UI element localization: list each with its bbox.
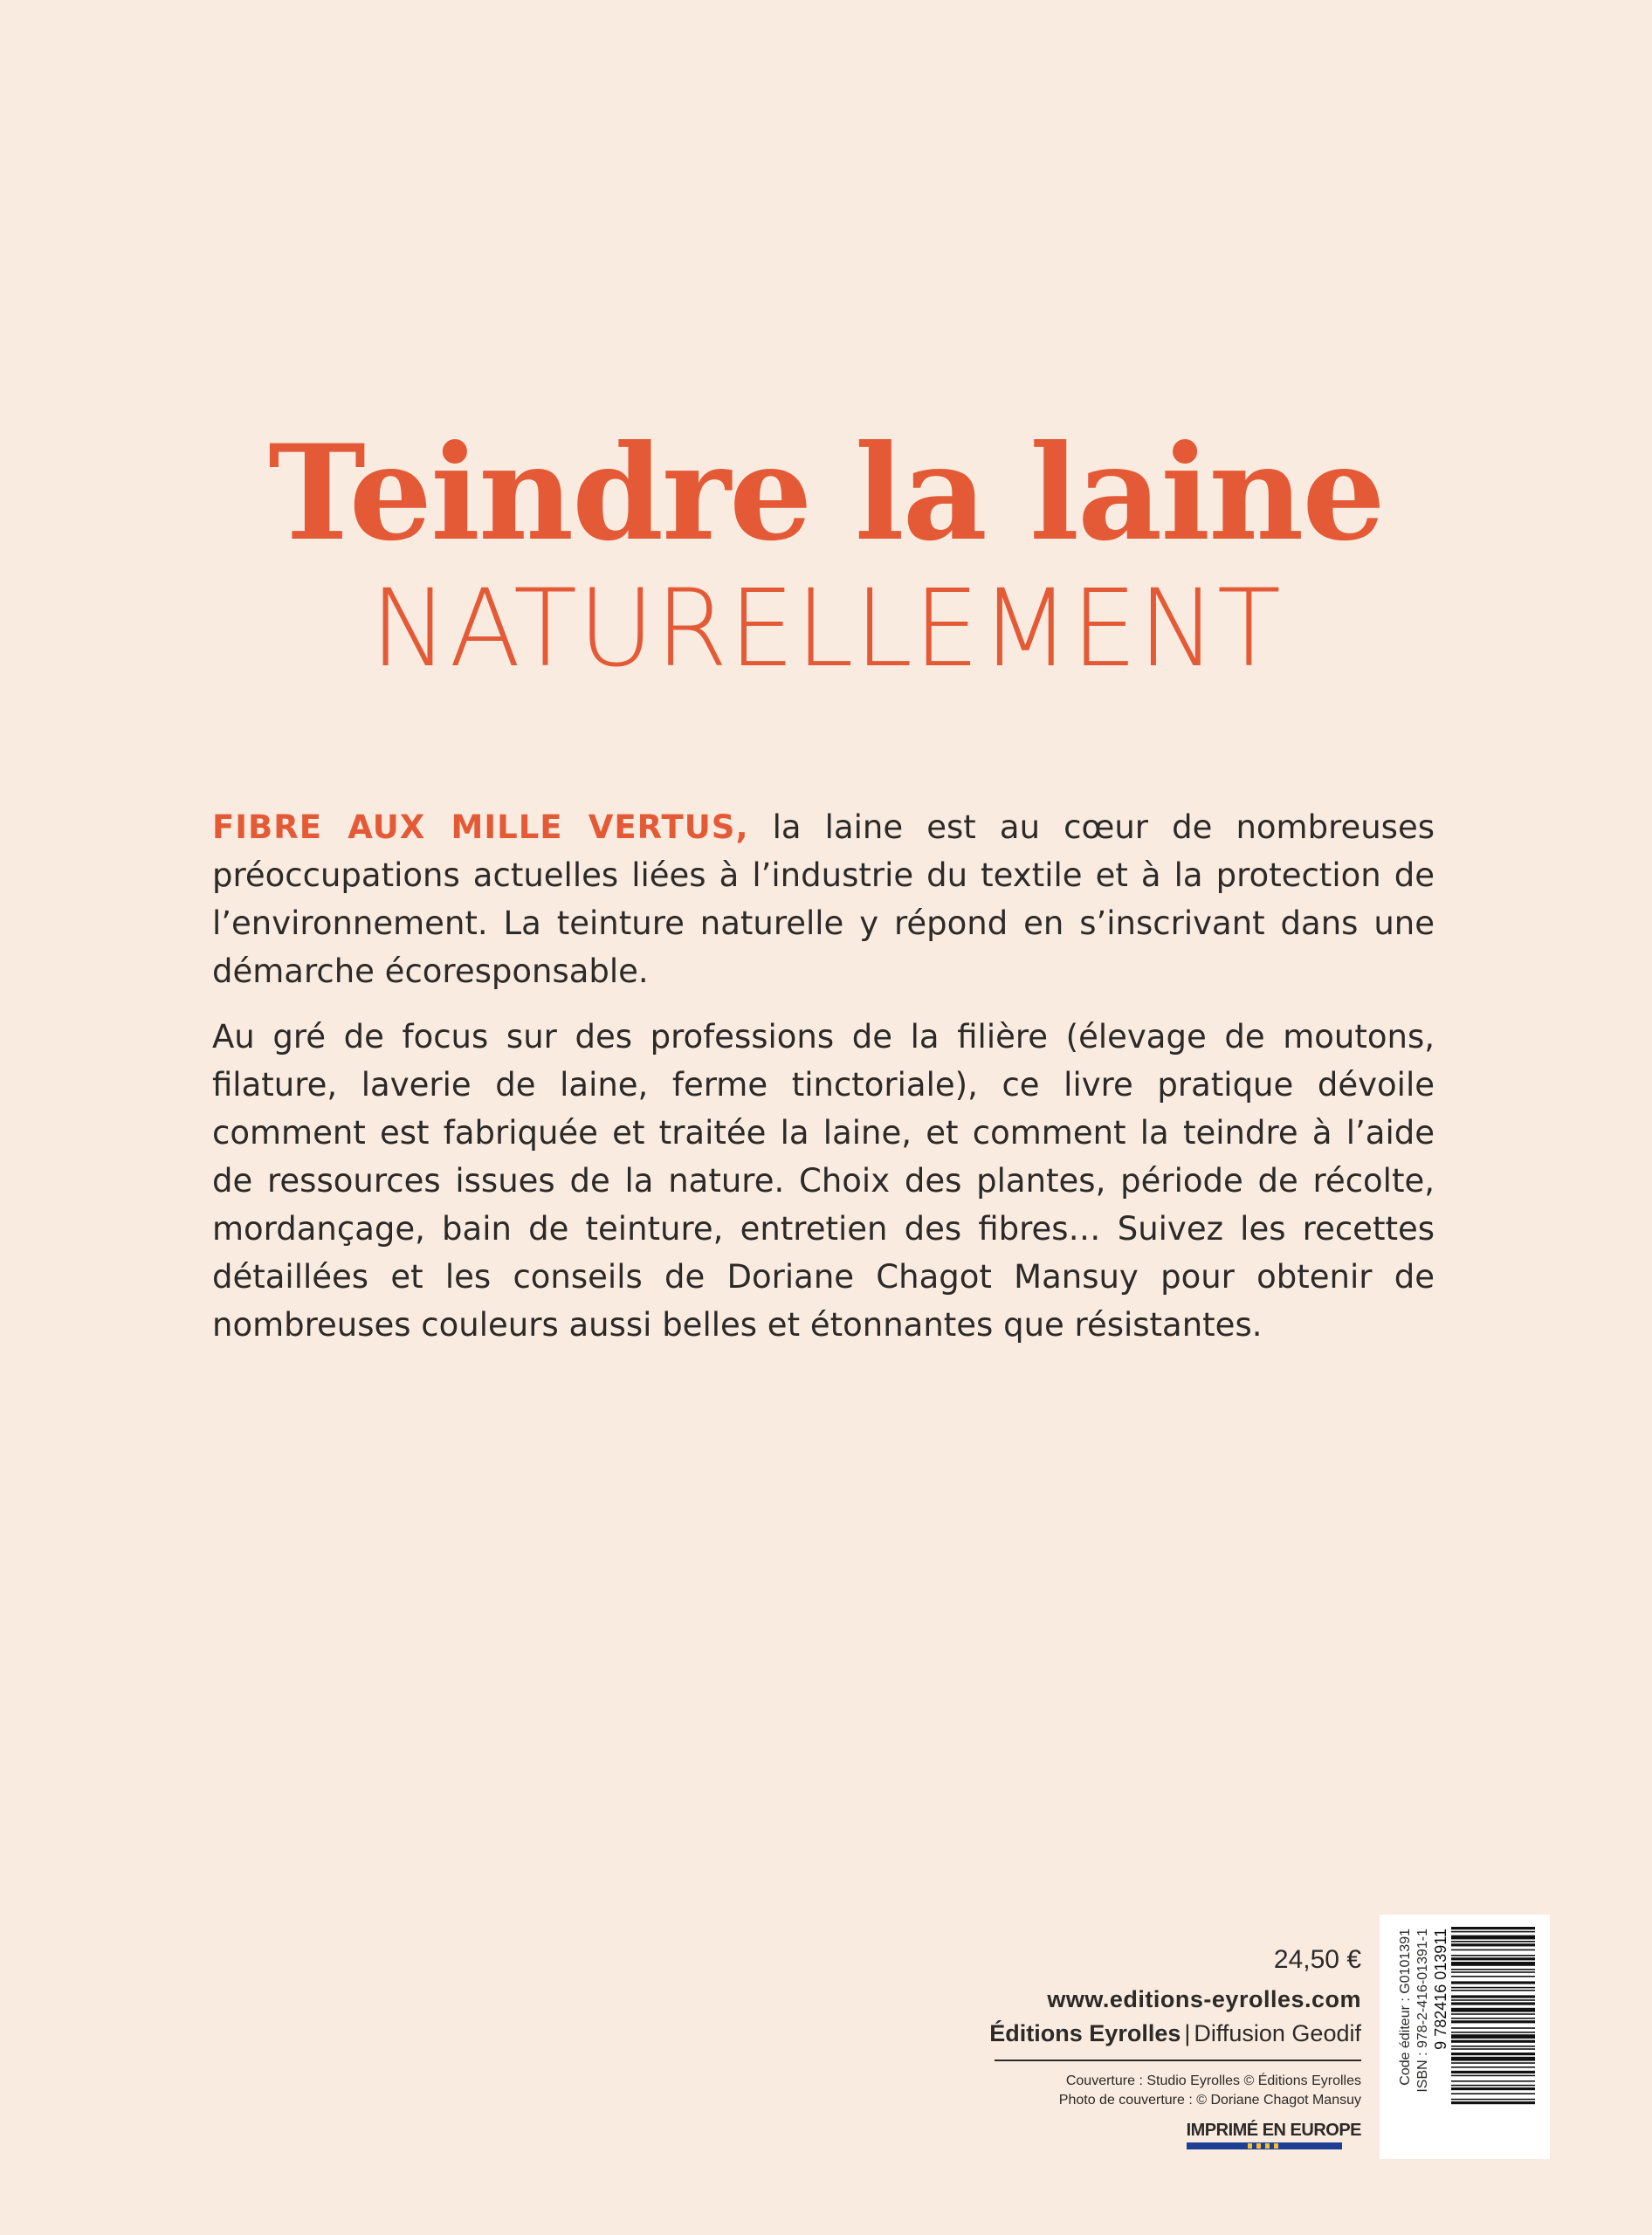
barcode-bar (1451, 1943, 1535, 1946)
barcode-bar (1451, 1955, 1535, 1956)
barcode-bar (1451, 1999, 1535, 2001)
barcode-bar (1451, 2018, 1535, 2019)
barcode-bar (1451, 2046, 1535, 2047)
barcode-bar (1451, 2093, 1535, 2094)
barcode-bar (1451, 2034, 1535, 2039)
description-lead: FIBRE AUX MILLE VERTUS, (212, 808, 749, 846)
barcode-bar (1451, 1936, 1535, 1940)
divider (995, 2060, 1361, 2061)
publisher-separator: | (1184, 2020, 1191, 2046)
title-line-1: Teindre la laine (268, 416, 1384, 570)
barcode-bar (1451, 2027, 1535, 2029)
barcode-bar (1451, 2099, 1535, 2101)
barcode-bar (1451, 1990, 1535, 1991)
barcode-bar (1451, 2008, 1535, 2012)
description-paragraph-1-text: la laine est au cœur de nombreuses préoccupations actuelles liées à l’industrie du textile et à la protection de l’environnement. La teinture naturelle y répond en s’inscrivant dans une démarche écoresponsable. (212, 808, 1435, 990)
barcode-bar (1451, 2053, 1535, 2055)
book-title (0, 416, 1652, 691)
book-description (212, 803, 1435, 1366)
barcode-bar (1451, 2057, 1535, 2061)
barcode-bar (1451, 2040, 1535, 2043)
barcode-bar (1451, 2080, 1535, 2082)
barcode-bar (1451, 1950, 1535, 1951)
barcode-bar (1451, 2067, 1535, 2068)
publisher-website: www.editions-eyrolles.com (1047, 1986, 1361, 2012)
barcode-bar (1451, 1969, 1535, 1970)
barcode-bar (1451, 1971, 1535, 1973)
barcode-bar (1451, 2101, 1535, 2104)
cover-credit: Couverture : Studio Eyrolles © Éditions Eyrolles (1065, 2073, 1361, 2088)
barcode-bar (1451, 2013, 1535, 2015)
barcode-bar (1451, 2062, 1535, 2064)
title-line-2: NATURELLEMENT (370, 567, 1282, 691)
barcode-bar (1451, 1987, 1535, 1989)
barcode-bar (1451, 2085, 1535, 2087)
barcode-bar (1451, 1981, 1535, 1984)
barcode-bar (1451, 2020, 1535, 2023)
barcode-bar (1451, 1941, 1535, 1943)
barcode-bar (1451, 2002, 1535, 2005)
barcode-panel (1380, 1915, 1550, 2159)
publisher-name: Éditions Eyrolles (989, 2020, 1181, 2046)
description-paragraph-2: Au gré de focus sur des professions de la filière (élevage de moutons, filature, laverie de laine, ferme tinctoriale), ce livre pratique dévoile comment est fabriquée et traitée la laine, et comment la teindre à l’aide de ressources issues de la nature. Choix des plantes, période de récolte, mordançage, bain de teinture, entretien des fibres… Suivez les recettes détaillées et les conseils de Doriane Chagot Mansuy pour obtenir de nombreuses couleurs aussi belles et étonnantes que résistantes. (212, 1018, 1435, 1344)
photo-credit: Photo de couverture : © Doriane Chagot Mansuy (1058, 2093, 1361, 2108)
barcode-bar (1451, 1957, 1535, 1960)
printed-text: IMPRIMÉ EN EUROPE (1186, 2121, 1361, 2140)
barcode-bar (1451, 1976, 1535, 1977)
barcode-bar (1451, 2087, 1535, 2090)
barcode-bars (1451, 1927, 1535, 2147)
printed-in-europe-label (1187, 2121, 1361, 2149)
barcode-codes (1394, 1925, 1448, 2143)
price: 24,50 € (1273, 1945, 1361, 1974)
barcode-bar (1451, 2071, 1535, 2073)
publisher-line (872, 2016, 1361, 2051)
barcode-bar (1451, 2048, 1535, 2050)
barcode-bar (1451, 1962, 1535, 1966)
barcode-digits: 9 782416 013911 (1432, 1929, 1448, 2050)
barcode-bar (1451, 2032, 1535, 2033)
description-paragraph-1 (212, 803, 1435, 995)
barcode-bar (1451, 2075, 1535, 2077)
barcode-bar (1451, 1931, 1535, 1933)
barcode-bar (1451, 1995, 1535, 1998)
back-cover-info (872, 1943, 1361, 2149)
barcode-text-svg (1394, 1925, 1448, 2143)
distributor-name: Diffusion Geodif (1194, 2020, 1361, 2046)
isbn: ISBN : 978-2-416-01391-1 (1415, 1929, 1430, 2093)
code-editeur: Code éditeur : G0101391 (1398, 1929, 1413, 2086)
barcode-bar (1451, 1927, 1535, 1929)
eu-flag-strip (1187, 2142, 1342, 2149)
